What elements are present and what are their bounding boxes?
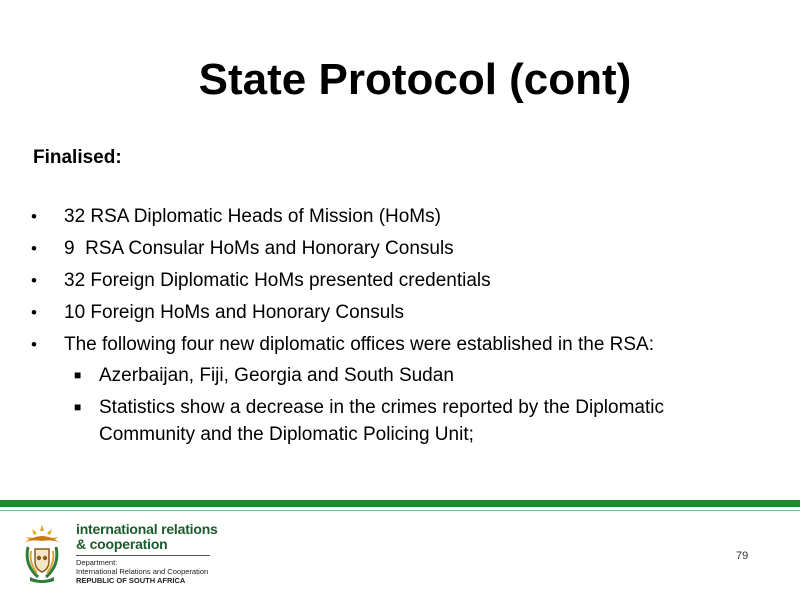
bullet-glyph: • [31,303,37,322]
bullet-item [0,203,714,230]
organization-branding [76,522,216,585]
bullet-text: The following four new diplomatic offices were established in the RSA: [64,334,655,355]
department-name: International Relations and Cooperation [76,567,209,576]
sub-bullet-list [64,362,714,448]
page-number: 79 [736,550,749,562]
bullet-item [0,299,714,326]
department-country: REPUBLIC OF SOUTH AFRICA [76,576,186,585]
bullet-glyph: • [31,239,37,258]
bullet-item [0,267,714,294]
org-name-line2: & cooperation [76,536,168,552]
bullet-glyph: • [31,207,37,226]
bullet-text: 32 Foreign Diplomatic HoMs presented credentials [64,270,491,291]
sub-bullet-glyph: ■ [74,400,82,414]
bullet-list [0,203,800,453]
coat-of-arms-icon [18,521,66,585]
sub-bullet-text: Statistics show a decrease in the crimes reported by the Diplomatic Community and the Diplomatic Policing Unit; [99,397,664,445]
org-name-line1: international relations [76,521,218,537]
bullet-text: 10 Foreign HoMs and Honorary Consuls [64,302,405,323]
department-label: Department: [76,558,118,567]
section-heading: Finalised: [33,147,122,168]
sub-bullet-item [64,394,679,448]
bullet-glyph: • [31,271,37,290]
footer-accent-bar [0,500,800,507]
bullet-glyph: • [31,335,37,354]
footer-divider [0,510,800,511]
slide-title: State Protocol (cont) [198,55,632,104]
sub-bullet-item [64,362,679,389]
sub-bullet-glyph: ■ [74,368,82,382]
bullet-item [0,331,714,448]
bullet-item [0,235,714,262]
bullet-text: 9 RSA Consular HoMs and Honorary Consuls [64,238,454,259]
bullet-text: 32 RSA Diplomatic Heads of Mission (HoMs) [64,206,441,227]
org-divider [76,555,210,556]
sub-bullet-text: Azerbaijan, Fiji, Georgia and South Sudan [99,365,454,386]
